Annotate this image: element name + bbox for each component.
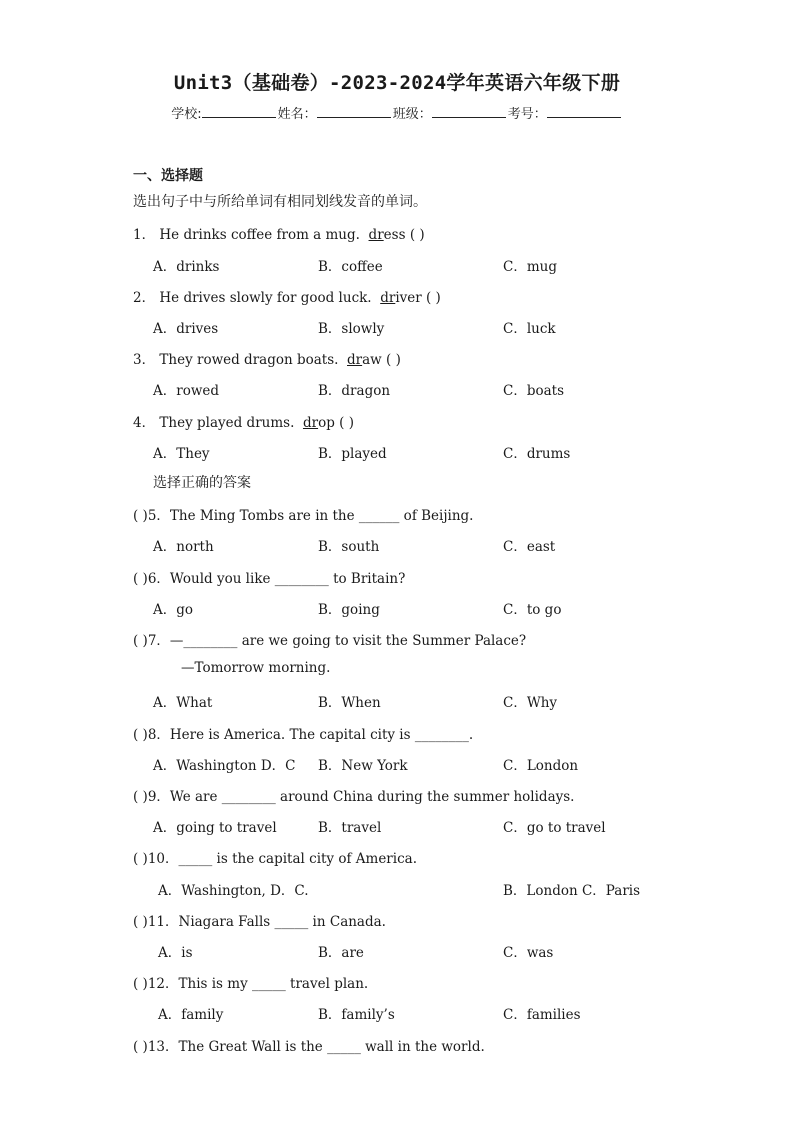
option-b[interactable]: B．are [318,945,364,961]
option-c[interactable]: C．go to travel [503,820,606,836]
question-6: ( )6．Would you like ________ to Britain? [133,571,406,587]
option-a[interactable]: A．What [153,695,213,711]
instruction-choose: 选择正确的答案 [153,475,251,491]
question-text: They played drums. [159,415,295,431]
question-number: 4． [133,415,156,431]
word-rest: op [318,415,335,431]
question-7-answer-line: —Tomorrow morning. [181,660,331,676]
question-number: 1． [133,227,156,243]
section-heading: 一、选择题 [133,168,203,184]
question-11: ( )11．Niagara Falls _____ in Canada. [133,914,386,930]
class-blank[interactable] [432,105,506,118]
name-blank[interactable] [317,105,391,118]
option-a[interactable]: A．drinks [153,259,220,275]
school-blank[interactable] [202,105,276,118]
option-c[interactable]: C．was [503,945,554,961]
option-b[interactable]: B．dragon [318,383,391,399]
option-a[interactable]: A．Washington, D．C. [158,883,309,899]
option-c[interactable]: C．to go [503,602,562,618]
option-b[interactable]: B．New York [318,758,408,774]
question-number: 2． [133,290,156,306]
option-a[interactable]: A．is [158,945,193,961]
question-4 [133,411,354,431]
question-7: ( )7．—________ are we going to visit the Summer Palace? [133,633,527,649]
option-a[interactable]: A．They [153,446,210,462]
question-5: ( )5．The Ming Tombs are in the ______ of Beijing. [133,508,474,524]
question-text: They rowed dragon boats. [159,352,339,368]
option-a[interactable]: A．rowed [153,383,220,399]
question-10: ( )10．_____ is the capital city of America. [133,851,417,867]
question-3 [133,348,401,368]
question-1 [133,223,425,243]
name-label: 姓名： [277,107,317,122]
underlined-letters: dr [347,352,363,368]
option-c[interactable]: C．mug [503,259,557,275]
option-c[interactable]: C．luck [503,321,556,337]
school-label: 学校: [171,107,202,122]
instruction-phonics: 选出句子中与所给单词有相同划线发音的单词。 [133,194,427,210]
answer-paren[interactable]: ( ) [426,290,441,306]
class-label: 班级： [392,107,432,122]
number-blank[interactable] [547,105,621,118]
option-b[interactable]: B．coffee [318,259,383,275]
option-c[interactable]: C．London [503,758,579,774]
question-text: He drives slowly for good luck. [159,290,372,306]
underlined-letters: dr [368,227,384,243]
option-a[interactable]: A．north [153,539,214,555]
option-c[interactable]: C．east [503,539,556,555]
question-13: ( )13．The Great Wall is the _____ wall in the world. [133,1039,485,1055]
question-12: ( )12．This is my _____ travel plan. [133,976,369,992]
option-b[interactable]: B．slowly [318,321,385,337]
answer-paren[interactable]: ( ) [339,415,354,431]
option-c[interactable]: C．families [503,1007,581,1023]
option-b[interactable]: B．family’s [318,1007,395,1023]
question-9: ( )9．We are ________ around China during the summer holidays. [133,789,575,805]
option-a[interactable]: A．Washington D．C [153,758,296,774]
word-rest: iver [395,290,422,306]
answer-paren[interactable]: ( ) [386,352,401,368]
question-number: 3． [133,352,156,368]
option-a[interactable]: A．going to travel [153,820,277,836]
word-rest: aw [362,352,382,368]
option-b[interactable]: B．south [318,539,380,555]
option-b[interactable]: B．travel [318,820,382,836]
option-c[interactable]: C．drums [503,446,571,462]
answer-paren[interactable]: ( ) [409,227,425,243]
underlined-letters: dr [302,415,319,431]
option-b[interactable]: B．When [318,695,381,711]
question-text: He drinks coffee from a mug. [159,227,360,243]
option-a[interactable]: A．drives [153,321,219,337]
option-c[interactable]: C．Why [503,695,558,711]
option-a[interactable]: A．family [158,1007,224,1023]
option-c[interactable]: C．boats [503,383,565,399]
underlined-letters: dr [380,290,396,306]
page-title: Unit3（基础卷）-2023-2024学年英语六年级下册 [173,72,621,94]
option-b[interactable]: B．played [318,446,387,462]
question-8: ( )8．Here is America. The capital city is ________. [133,727,474,743]
number-label: 考号： [507,107,547,122]
option-b[interactable]: B．London C．Paris [503,883,641,899]
question-2 [133,286,441,306]
option-a[interactable]: A．go [153,602,194,618]
student-info-line [0,103,794,122]
word-rest: ess [383,227,406,243]
option-b[interactable]: B．going [318,602,380,618]
